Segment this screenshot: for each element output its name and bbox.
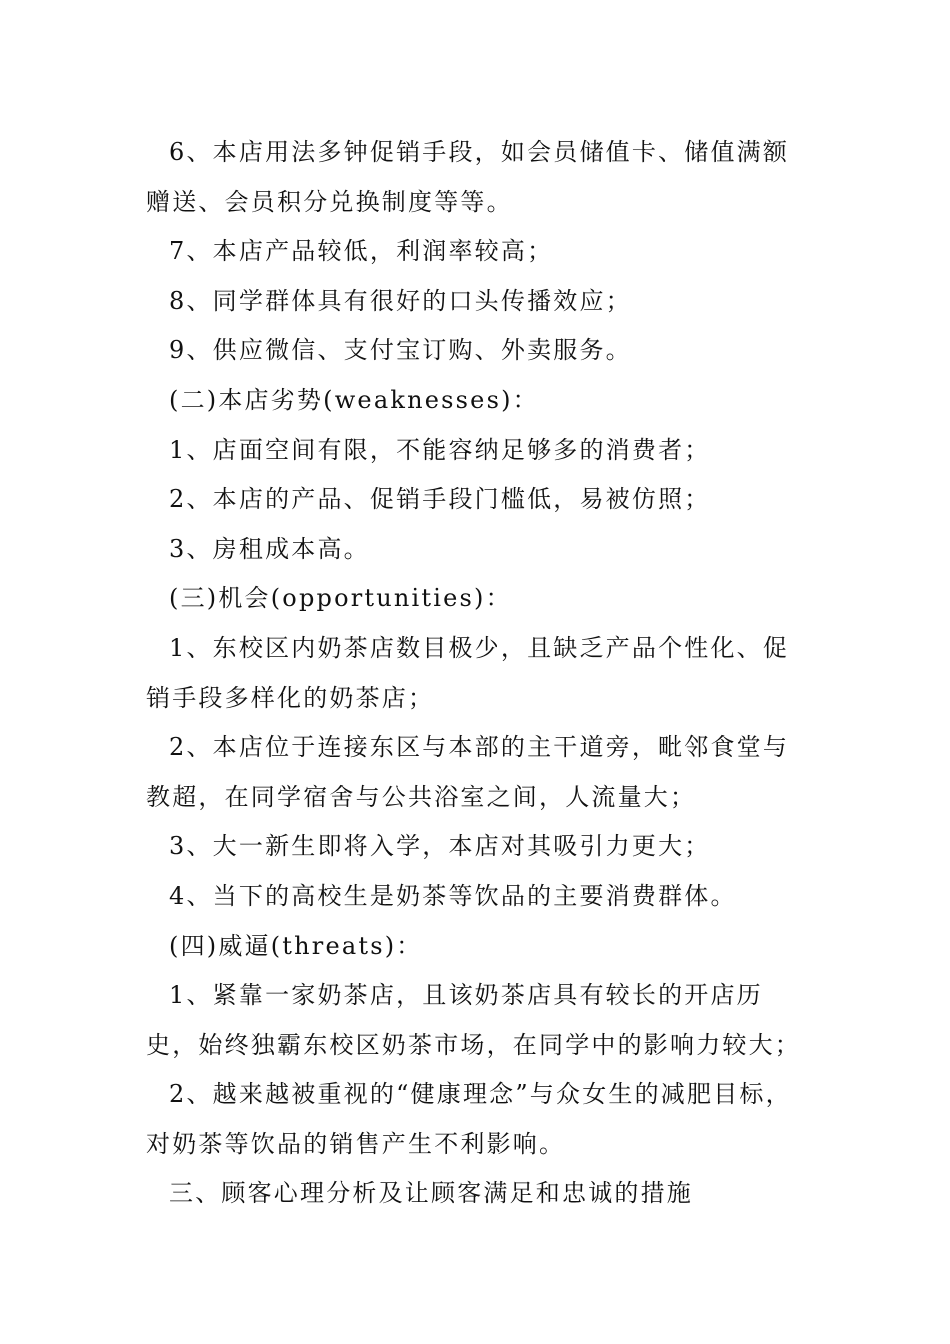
paragraph-promotion-methods: 6、本店用法多钟促销手段，如会员储值卡、储值满额赠送、会员积分兑换制度等等。 — [146, 138, 790, 216]
paragraph-competitor: 1、紧靠一家奶茶店，且该奶茶店具有较长的开店历史，始终独霸东校区奶茶市场，在同学中的影响力较大； — [146, 981, 801, 1059]
heading-threats: (四)威逼(threats)： — [169, 931, 423, 960]
paragraph-low-barrier: 2、本店的产品、促销手段门槛低，易被仿照； — [169, 485, 711, 514]
paragraph-new-students: 3、大一新生即将入学，本店对其吸引力更大； — [169, 832, 711, 861]
paragraph-location: 2、本店位于连接东区与本部的主干道旁，毗邻食堂与教超，在同学宿舍与公共浴室之间，人流量大； — [146, 733, 790, 811]
paragraph-main-consumers: 4、当下的高校生是奶茶等饮品的主要消费群体。 — [169, 881, 737, 910]
section-title-customer-psychology: 三、顾客心理分析及让顾客满足和忠诚的措施 — [169, 1179, 693, 1208]
document-body — [146, 128, 810, 1219]
paragraph-limited-space: 1、店面空间有限，不能容纳足够多的消费者； — [169, 435, 711, 464]
paragraph-few-shops: 1、东校区内奶茶店数目极少，且缺乏产品个性化、促销手段多样化的奶茶店； — [146, 633, 790, 712]
paragraph-high-rent: 3、房租成本高。 — [169, 534, 370, 563]
paragraph-low-price: 7、本店产品较低，利润率较高； — [169, 237, 554, 266]
paragraph-word-of-mouth: 8、同学群体具有很好的口头传播效应； — [169, 286, 632, 315]
heading-weaknesses: (二)本店劣势(weaknesses)： — [169, 385, 539, 414]
paragraph-health-concept: 2、越来越被重视的“健康理念”与众女生的减肥目标，对奶茶等饮品的销售产生不利影响。 — [146, 1080, 792, 1158]
heading-opportunities: (三)机会(opportunities)： — [169, 584, 512, 613]
paragraph-online-ordering: 9、供应微信、支付宝订购、外卖服务。 — [169, 336, 632, 365]
